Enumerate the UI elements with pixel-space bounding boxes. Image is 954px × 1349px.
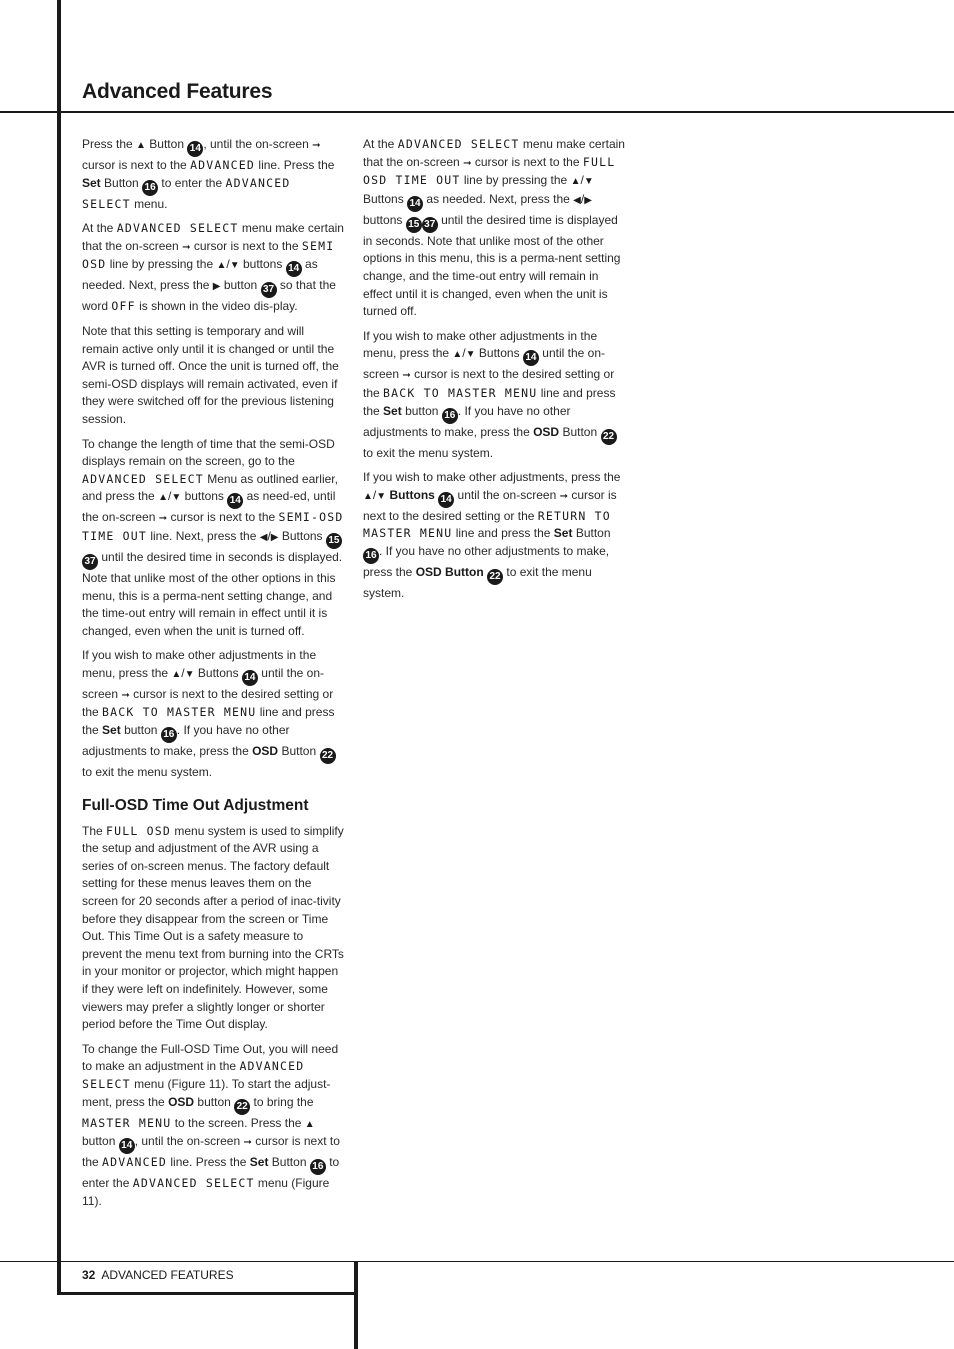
footer-divider-bar xyxy=(354,1261,358,1349)
osd-text: BACK TO MASTER MENU xyxy=(102,705,257,720)
down-arrow-icon: ▼ xyxy=(229,260,240,272)
ref-number: 14 xyxy=(187,141,203,157)
section-heading: Full-OSD Time Out Adjustment xyxy=(82,796,309,814)
osd-text: ADVANCED SELECT xyxy=(132,1176,255,1191)
up-arrow-icon: ▲ xyxy=(570,176,581,188)
paragraph: If you wish to make other adjustments in the menu, press the ▲/▼ Buttons 14 until the on-screen ➞ cursor is next to the desired setting or the BACK TO MASTER MENU line and press the Set button 16 . If you have no other adjustments to make, press the OSD Button 22 to exit the menu system. xyxy=(363,328,616,460)
osd-text: ADVANCED xyxy=(190,158,256,172)
cursor-arrow-icon: ➞ xyxy=(402,370,411,382)
ref-number: 16 xyxy=(161,727,177,743)
down-arrow-icon: ▼ xyxy=(465,349,476,361)
page-number: 32 xyxy=(82,1268,96,1282)
osd-text: ADVANCED SELECT xyxy=(82,471,204,486)
cursor-arrow-icon: ➞ xyxy=(559,490,568,502)
osd-text: MASTER MENU xyxy=(82,1115,172,1130)
left-column xyxy=(82,136,344,1217)
ref-number: 22 xyxy=(234,1099,250,1115)
ref-number: 14 xyxy=(286,261,302,277)
cursor-arrow-icon: ➞ xyxy=(158,513,168,525)
ref-number: 14 xyxy=(227,493,243,509)
left-margin-bar xyxy=(57,0,61,1294)
ref-number: 22 xyxy=(487,569,503,585)
osd-text: ADVANCED xyxy=(102,1155,168,1170)
left-arrow-icon: ◀ xyxy=(573,194,581,206)
osd-text: ADVANCED SELECT xyxy=(397,137,520,151)
ref-number: 15 xyxy=(406,217,422,233)
osd-text: SEMI-OSD TIME OUT xyxy=(82,510,344,543)
right-arrow-icon: ▶ xyxy=(212,281,221,293)
ref-number: 37 xyxy=(82,554,98,570)
cursor-arrow-icon: ➞ xyxy=(243,1137,252,1149)
page-title: Advanced Features xyxy=(82,80,273,103)
osd-text: OFF xyxy=(111,299,136,314)
footer-box-rule xyxy=(57,1292,356,1295)
paragraph: If you wish to make other adjustments in the menu, press the ▲/▼ Buttons 14 until the on-screen ➞ cursor is next to the desired setting or the BACK TO MASTER MENU line and press the Set button 16 . If you have no other adjustments to make, press the OSD Button 22 to exit the menu system. xyxy=(82,648,335,780)
up-arrow-icon: ▲ xyxy=(158,492,168,504)
header-rule xyxy=(0,111,954,113)
ref-number: 37 xyxy=(422,217,438,233)
right-arrow-icon: ▶ xyxy=(270,531,279,543)
osd-text: ADVANCED SELECT xyxy=(82,175,291,211)
osd-text: BACK TO MASTER MENU xyxy=(383,385,538,400)
down-arrow-icon: ▼ xyxy=(376,490,387,502)
cursor-arrow-icon: ➞ xyxy=(121,689,130,701)
paragraph: If you wish to make other adjustments, press the ▲/▼ Buttons 14 until the on-screen ➞ cursor is next to the desired setting or the RETURN TO MASTER MENU line and press the Set Button 16 . If you have no other adjustments to make, press the OSD Button 22 to exit the menu system. xyxy=(363,470,621,600)
left-arrow-icon: ◀ xyxy=(259,531,268,543)
paragraph: To change the Full-OSD Time Out, you will need to make an adjustment in the ADVANCED SELECT menu (Figure 11). To start the adjust-ment, press the OSD button 22 to bring the MASTER MENU to the screen. Press the ▲ button 14 , until the on-screen ➞ cursor is next to the ADVANCED line. Press the Set Button 16 to enter the ADVANCED SELECT menu (Figure 11). xyxy=(82,1041,340,1208)
footer-section: ADVANCED FEATURES xyxy=(101,1268,234,1282)
ref-number: 14 xyxy=(438,492,454,508)
ref-number: 16 xyxy=(142,180,158,196)
osd-text: RETURN TO MASTER MENU xyxy=(363,508,611,541)
ref-number: 14 xyxy=(407,196,423,212)
ref-number: 37 xyxy=(261,282,277,298)
up-arrow-icon: ▲ xyxy=(452,349,463,361)
ref-number: 14 xyxy=(119,1138,135,1154)
ref-number: 22 xyxy=(601,429,617,445)
up-arrow-icon: ▲ xyxy=(363,490,373,502)
osd-text: SEMI OSD xyxy=(82,238,335,272)
ref-number: 22 xyxy=(320,748,336,764)
paragraph: At the ADVANCED SELECT menu make certain that the on-screen ➞ cursor is next to the SEMI OSD line by pressing the ▲/▼ buttons 14 as needed. Next, press the ▶ button 37 so that the word OFF is shown in the video dis-play. xyxy=(82,221,344,314)
up-arrow-icon: ▲ xyxy=(171,668,182,680)
osd-text: ADVANCED SELECT xyxy=(116,221,239,236)
ref-number: 16 xyxy=(442,408,458,424)
ref-number: 14 xyxy=(242,670,258,686)
paragraph: Note that this setting is temporary and will remain active only until it is changed or until the AVR is turned off. Once the unit is turned off, the semi-OSD displays will remain activated, even if they were switched off for the previous listening session. xyxy=(82,323,339,426)
osd-text: FULL OSD xyxy=(106,823,172,838)
up-arrow-icon: ▲ xyxy=(304,1118,315,1130)
up-arrow-icon: ▲ xyxy=(216,260,227,272)
paragraph: At the ADVANCED SELECT menu make certain that the on-screen ➞ cursor is next to the FULL OSD TIME OUT line by pressing the ▲/▼ Buttons 14 as needed. Next, press the ◀/▶ buttons 15 37 until the desired time is displayed in seconds. Note that unlike most of the other options in this menu, this is a perma-nent setting change, and the time-out entry will remain in effect until it is changed, even when the unit is turned off. xyxy=(363,137,625,319)
osd-text: FULL OSD TIME OUT xyxy=(363,154,616,188)
down-arrow-icon: ▼ xyxy=(583,176,594,188)
cursor-arrow-icon: ➞ xyxy=(182,241,191,253)
ref-number: 15 xyxy=(326,533,342,549)
cursor-arrow-icon: ➞ xyxy=(312,140,321,151)
footer-rule xyxy=(0,1261,954,1262)
osd-text: ADVANCED SELECT xyxy=(82,1059,305,1091)
ref-number: 16 xyxy=(363,548,379,564)
paragraph: The FULL OSD menu system is used to simplify the setup and adjustment of the AVR using a series of on-screen menus. The factory default setting for these menus leaves them on the screen for 20 seconds after a period of inac-tivity before they disappear from the screen or Time Out. This Time Out is a safety measure to prevent the menu text from burning into the CRTs in your monitor or projector, which might happen if they were left on indefinitely. However, some viewers may prefer a slightly longer or shorter period before the Time Out display. xyxy=(82,823,344,1032)
ref-number: 16 xyxy=(310,1159,326,1175)
ref-number: 14 xyxy=(523,350,539,366)
footer xyxy=(82,1268,234,1282)
cursor-arrow-icon: ➞ xyxy=(463,157,472,169)
right-arrow-icon: ▶ xyxy=(584,194,592,206)
paragraph: To change the length of time that the semi-OSD displays remain on the screen, go to the ADVANCED SELECT Menu as outlined earlier, and press the ▲/▼ buttons 14 as need-ed, until the on-screen ➞ cursor is next to the SEMI-OSD TIME OUT line. Next, press the ◀/▶ Buttons 1537 until the desired time in seconds is displayed. Note that unlike most of the other options in this menu, this is a perma-nent setting change, and the time-out entry will remain in effect until it is changed, even when the unit is turned off. xyxy=(82,436,344,638)
right-column xyxy=(363,136,625,610)
down-arrow-icon: ▼ xyxy=(184,668,195,680)
up-arrow-icon: ▲ xyxy=(136,140,146,151)
paragraph: Press the ▲ Button 14 , until the on-screen ➞ cursor is next to the ADVANCED line. Press the Set Button 16 to enter the ADVANCED SELECT menu. xyxy=(82,137,335,211)
down-arrow-icon: ▼ xyxy=(171,492,182,504)
